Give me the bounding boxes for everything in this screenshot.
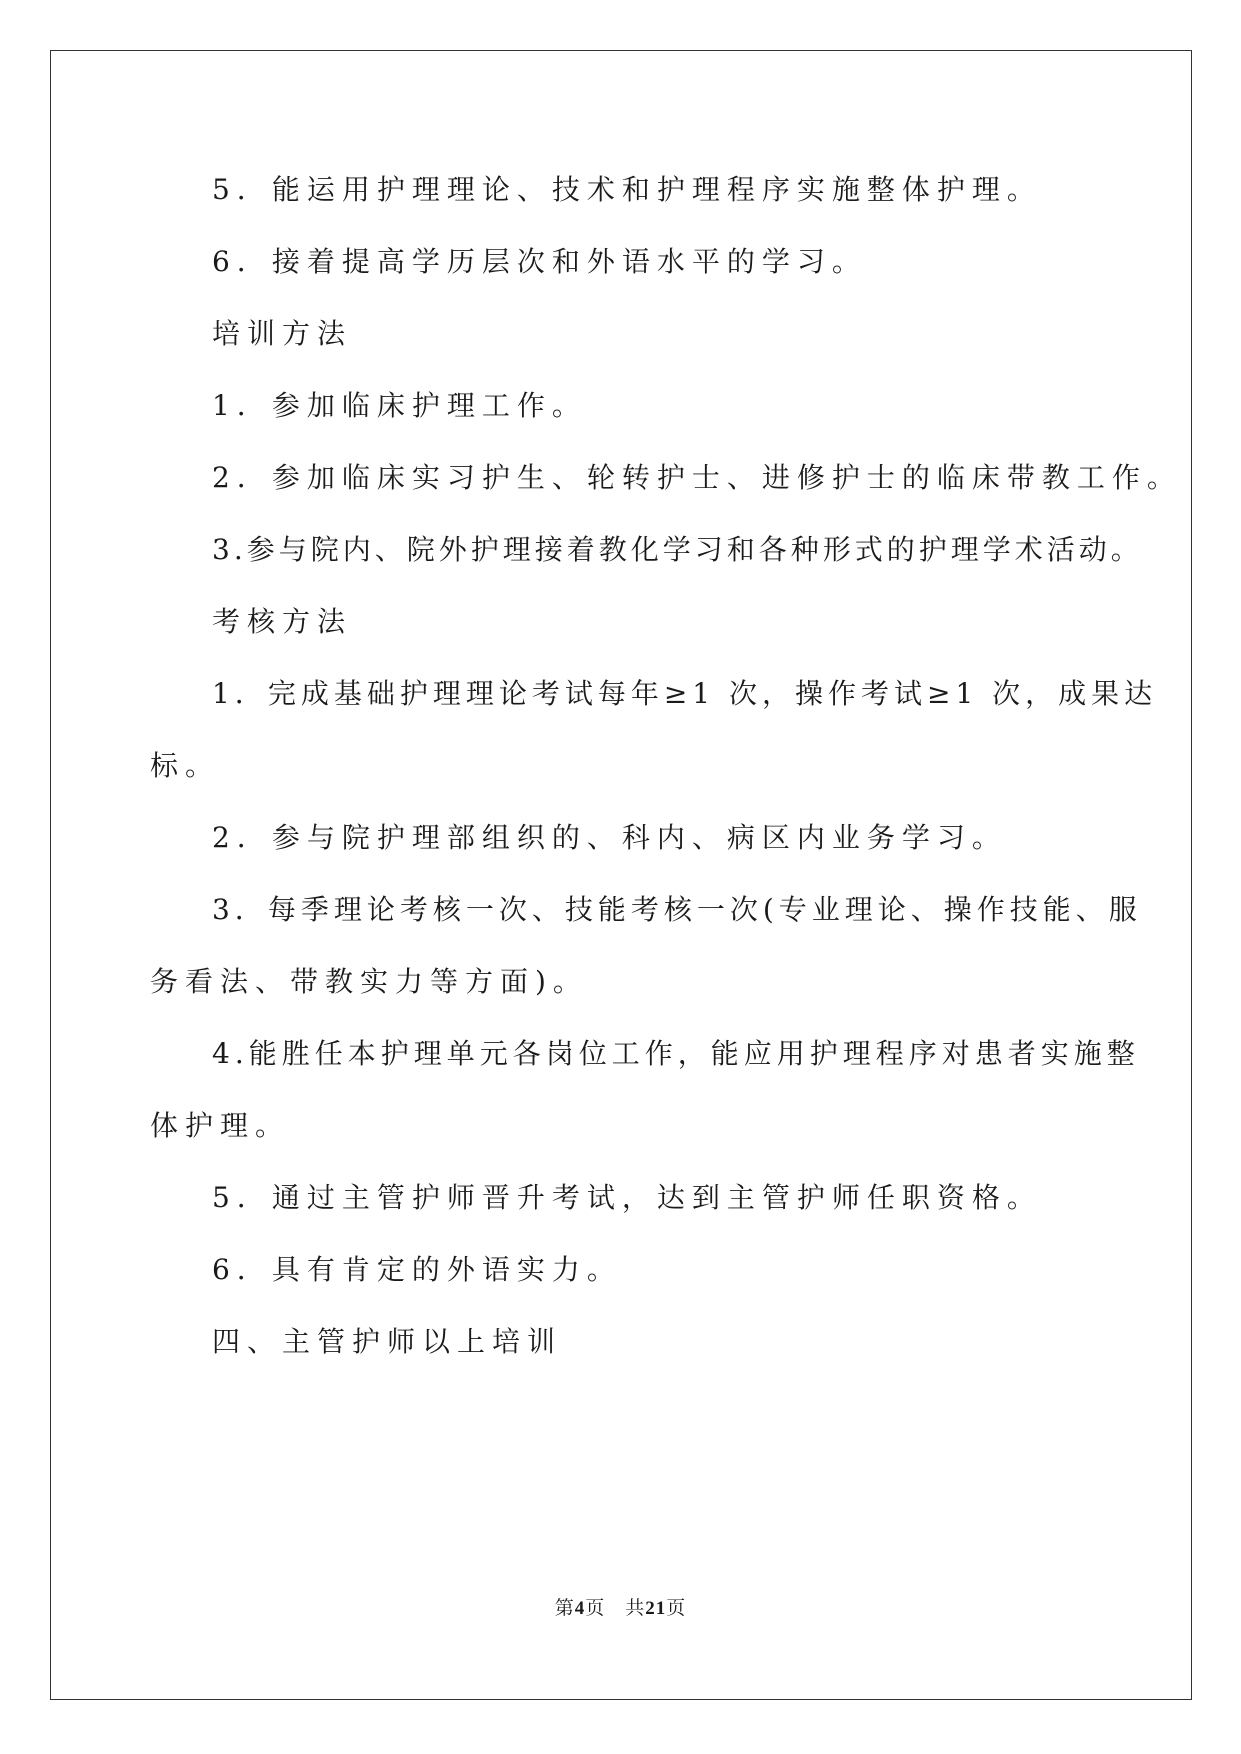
assessment-item-1: 1．完成基础护理理论考试每年≥1 次，操作考试≥1 次，成果达	[212, 677, 1158, 710]
assessment-item-4: 4.能胜任本护理单元各岗位工作，能应用护理程序对患者实施整	[212, 1037, 1140, 1070]
footer-total-pages: 21	[645, 1598, 667, 1619]
footer-total-prefix: 共	[625, 1598, 646, 1619]
section-heading-training-methods: 培训方法	[212, 317, 353, 350]
footer-page-number: 4	[574, 1598, 586, 1619]
item-5-holistic-care: 5．能运用护理理论、技术和护理程序实施整体护理。	[212, 173, 1042, 206]
assessment-item-4-continued: 体护理。	[150, 1109, 291, 1142]
page-border	[50, 50, 1192, 1700]
page-footer	[0, 1593, 1241, 1620]
assessment-item-5: 5．通过主管护师晋升考试，达到主管护师任职资格。	[212, 1181, 1042, 1214]
section-heading-assessment-methods: 考核方法	[212, 605, 353, 638]
training-method-2: 2．参加临床实习护生、轮转护士、进修护士的临床带教工作。	[212, 461, 1182, 494]
footer-total-suffix: 页	[666, 1598, 687, 1619]
footer-page-prefix: 第	[554, 1598, 575, 1619]
item-6-continued-study: 6．接着提高学历层次和外语水平的学习。	[212, 245, 867, 278]
assessment-item-1-continued: 标。	[150, 749, 221, 782]
training-method-1: 1．参加临床护理工作。	[212, 389, 587, 422]
footer-page-suffix: 页	[585, 1598, 606, 1619]
assessment-item-6: 6．具有肯定的外语实力。	[212, 1253, 622, 1286]
assessment-item-3: 3．每季理论考核一次、技能考核一次(专业理论、操作技能、服	[212, 893, 1142, 926]
section-heading-senior-training: 四、主管护师以上培训	[212, 1325, 563, 1358]
training-method-3: 3.参与院内、院外护理接着教化学习和各种形式的护理学术活动。	[212, 533, 1143, 566]
assessment-item-2: 2．参与院护理部组织的、科内、病区内业务学习。	[212, 821, 1007, 854]
assessment-item-3-continued: 务看法、带教实力等方面)。	[150, 965, 588, 998]
